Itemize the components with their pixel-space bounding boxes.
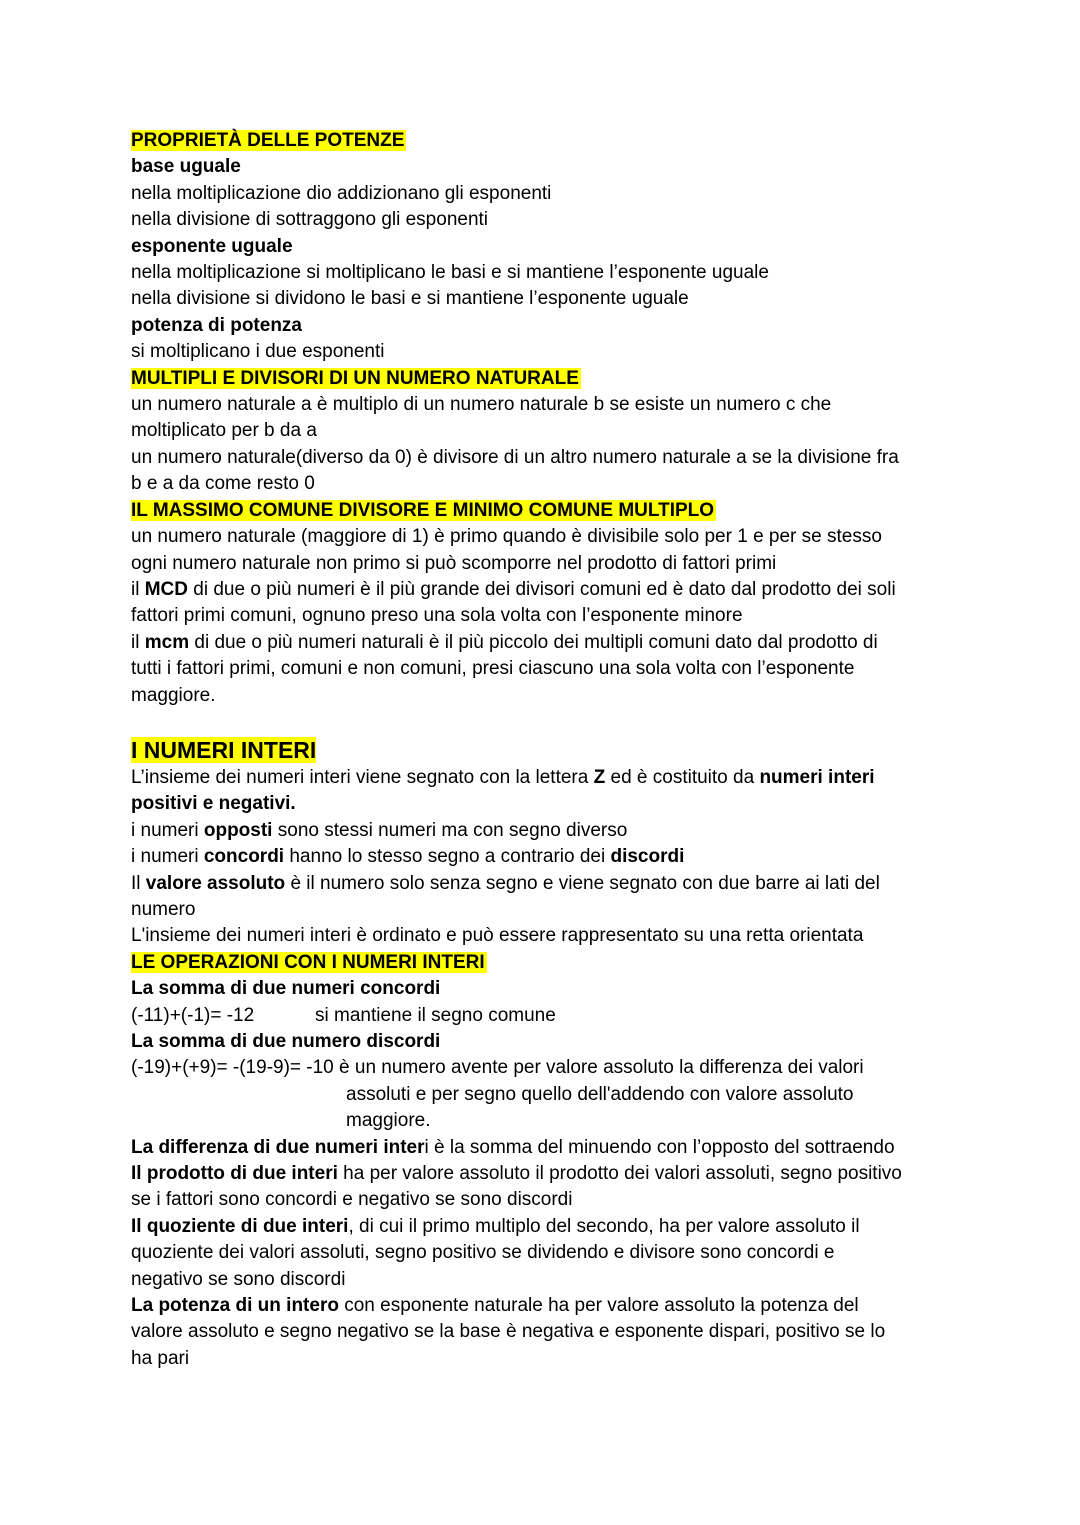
- subheading-esponente-uguale: esponente uguale: [131, 235, 293, 257]
- text-line: se i fattori sono concordi e negativo se sono discordi: [131, 1189, 573, 1211]
- text-line: ogni numero naturale non primo si può scomporre nel prodotto di fattori primi: [131, 552, 777, 574]
- text-line: moltiplicato per b da a: [131, 420, 317, 442]
- text-line: un numero naturale(diverso da 0) è divisore di un altro numero naturale a se la divisione fra: [131, 446, 899, 468]
- example-expression: (-19)+(+9)= -(19-9)= -10: [131, 1057, 334, 1079]
- text-line: un numero naturale (maggiore di 1) è primo quando è divisibile solo per 1 e per se stesso: [131, 526, 882, 548]
- text-line: nella divisione di sottraggono gli esponenti: [131, 209, 489, 231]
- valore-assoluto-definition: Il valore assoluto è il numero solo senza segno e viene segnato con due barre ai lati del: [131, 872, 880, 894]
- text-line: nella moltiplicazione si moltiplicano le basi e si mantiene l’esponente uguale: [131, 262, 769, 284]
- quoziente-definition: Il quoziente di due interi, di cui il primo multiplo del secondo, ha per valore assoluto il: [131, 1215, 860, 1237]
- text-line: un numero naturale a è multiplo di un numero naturale b se esiste un numero c che: [131, 394, 832, 416]
- section-gap: [131, 709, 951, 735]
- text-line: nella moltiplicazione dio addizionano gli esponenti: [131, 182, 552, 204]
- text-line: negativo se sono discordi: [131, 1268, 346, 1290]
- text-line: maggiore.: [131, 684, 216, 706]
- mcm-definition: il mcm di due o più numeri naturali è il più piccolo dei multipli comuni dato dal prodotto di: [131, 631, 878, 653]
- example-somma-concordi: [131, 1003, 951, 1029]
- example-somma-discordi: [131, 1055, 951, 1081]
- document-page: [131, 128, 951, 1372]
- text-line: tutti i fattori primi, comuni e non comuni, presi ciascuno una sola volta con l’esponente: [131, 658, 855, 680]
- example-rule: si mantiene il segno comune: [315, 1004, 556, 1026]
- text-line: fattori primi comuni, ognuno preso una sola volta con l’esponente minore: [131, 605, 743, 627]
- text-line: numero: [131, 898, 196, 920]
- subheading-potenza-di-potenza: potenza di potenza: [131, 314, 302, 336]
- opposti-definition: i numeri opposti sono stessi numeri ma con segno diverso: [131, 819, 628, 841]
- section-heading-potenze: PROPRIETÀ DELLE POTENZE: [131, 130, 405, 151]
- example-rule: è un numero avente per valore assoluto la differenza dei valori: [333, 1057, 864, 1079]
- section-heading-numeri-interi: I NUMERI INTERI: [131, 736, 317, 763]
- example-expression: (-11)+(-1)= -12: [131, 1004, 255, 1026]
- text-line: L'insieme dei numeri interi è ordinato e può essere rappresentato su una retta orientata: [131, 925, 864, 947]
- text-line: ha pari: [131, 1347, 190, 1369]
- subheading-somma-concordi: La somma di due numeri concordi: [131, 978, 441, 1000]
- insieme-z-definition: L’insieme dei numeri interi viene segnato con la lettera Z ed è costituito da numeri interi: [131, 766, 875, 788]
- concordi-definition: i numeri concordi hanno lo stesso segno a contrario dei discordi: [131, 846, 685, 868]
- section-heading-operazioni: LE OPERAZIONI CON I NUMERI INTERI: [131, 951, 485, 973]
- section-heading-multipli-divisori: MULTIPLI E DIVISORI DI UN NUMERO NATURALE: [131, 367, 579, 389]
- text-line: nella divisione si dividono le basi e si mantiene l’esponente uguale: [131, 288, 689, 310]
- subheading-base-uguale: base uguale: [131, 156, 241, 178]
- text-line: b e a da come resto 0: [131, 473, 315, 495]
- text-line: valore assoluto e segno negativo se la base è negativa e esponente dispari, positivo se lo: [131, 1321, 886, 1343]
- potenza-definition: La potenza di un intero con esponente naturale ha per valore assoluto la potenza del: [131, 1295, 859, 1317]
- text-line: maggiore.: [346, 1110, 431, 1132]
- text-line: assoluti e per segno quello dell'addendo con valore assoluto: [346, 1083, 854, 1105]
- differenza-definition: La differenza di due numeri interi è la somma del minuendo con l’opposto del sottraendo: [131, 1136, 895, 1158]
- section-heading-mcd-mcm: IL MASSIMO COMUNE DIVISORE E MINIMO COMUNE MULTIPLO: [131, 499, 715, 521]
- mcd-definition: il MCD di due o più numeri è il più grande dei divisori comuni ed è dato dal prodotto dei soli: [131, 578, 896, 600]
- text-line: positivi e negativi.: [131, 793, 296, 815]
- subheading-somma-discordi: La somma di due numero discordi: [131, 1030, 441, 1052]
- text-line: si moltiplicano i due esponenti: [131, 341, 385, 363]
- prodotto-definition: Il prodotto di due interi ha per valore assoluto il prodotto dei valori assoluti, segno positivo: [131, 1163, 902, 1185]
- text-line: quoziente dei valori assoluti, segno positivo se dividendo e divisore sono concordi e: [131, 1242, 835, 1264]
